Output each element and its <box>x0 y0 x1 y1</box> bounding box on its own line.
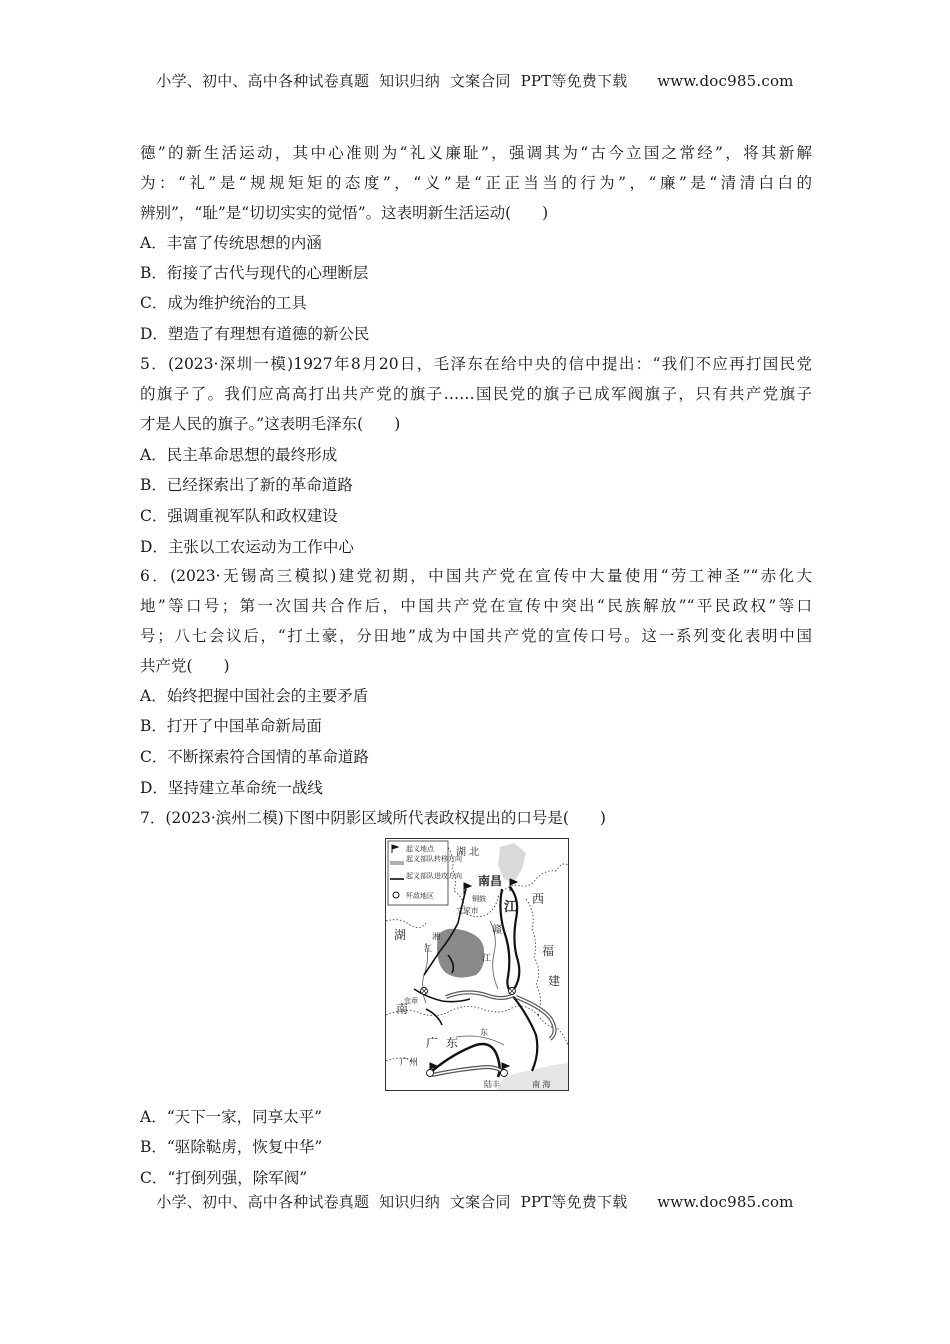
battle-lufeng <box>501 1070 508 1077</box>
lake-area <box>498 843 526 883</box>
label-dong-river: 东 <box>480 1028 488 1037</box>
q4-stem-line-2: 为：“礼”是“规规矩矩的态度”，“义”是“正正当当的行为”，“廉”是“清清白白的 <box>140 174 812 192</box>
q7-option-b: B．“驱除鞑虏，恢复中华” <box>140 1138 323 1156</box>
label-guangzhou: 广州 <box>400 1058 419 1068</box>
label-fu: 福 <box>542 944 555 958</box>
label-yizhang: 宜章 <box>404 997 418 1005</box>
uprising-map <box>385 838 569 1091</box>
province-border <box>386 920 426 928</box>
label-jiang3: 江 <box>482 954 492 964</box>
label-xiang: 湘 <box>432 932 440 941</box>
label-guang: 广 <box>426 1036 439 1050</box>
q4-option-a: A．丰富了传统思想的内涵 <box>140 234 322 252</box>
page-header: 小学、初中、高中各种试卷真题 知识归纳 文案合同 PPT等免费下载 www.doc985.com <box>156 72 794 90</box>
q5-option-b: B．已经探索出了新的革命道路 <box>140 476 353 494</box>
label-jian: 建 <box>548 974 561 988</box>
legend-transfer: 起义部队转移方向 <box>406 855 462 863</box>
label-hubei: 湖 北 <box>456 847 480 858</box>
route-south-branch <box>426 1009 442 1025</box>
battle-guangzhou <box>427 1070 434 1077</box>
shaded-base-area <box>437 929 484 978</box>
legend-uprising-site: 起义地点 <box>406 845 434 853</box>
q5-option-a: A．民主革命思想的最终形成 <box>140 446 338 464</box>
label-jiang2: 江 <box>424 944 432 953</box>
q6-option-b: B．打开了中国革命新局面 <box>140 717 322 735</box>
q4-stem-line-1: 德”的新生活运动，其中心准则为“礼义廉耻”，强调其为“古今立国之常经”，将其新解 <box>140 144 812 162</box>
q6-stem-line-3: 号；八七会议后，“打土豪，分田地”成为中国共产党的宣传口号。这一系列变化表明中国 <box>140 627 812 645</box>
province-border <box>526 899 541 1015</box>
q5-option-c: C．强调重视军队和政权建设 <box>140 507 338 525</box>
label-xi: 西 <box>532 892 545 906</box>
q6-option-c: C．不断探索符合国情的革命道路 <box>140 748 369 766</box>
label-lufeng: 陆丰 <box>484 1080 500 1089</box>
q5-stem-line-1: 5．(2023·深圳一模)1927年8月20日，毛泽东在给中央的信中提出：“我们不应再打国民党 <box>140 355 812 373</box>
province-border <box>386 1006 538 1015</box>
q6-option-d: D．坚持建立革命统一战线 <box>140 779 323 797</box>
q7-option-a: A．“天下一家，同享太平” <box>140 1108 323 1126</box>
label-wenjiashi: 文家市 <box>456 906 479 915</box>
page-footer: 小学、初中、高中各种试卷真题 知识归纳 文案合同 PPT等免费下载 www.doc985.com <box>156 1193 794 1211</box>
q6-option-a: A．始终把握中国社会的主要矛盾 <box>140 687 369 705</box>
label-dong: 东 <box>446 1036 459 1050</box>
label-nan: 南 <box>396 1002 409 1016</box>
label-nanchang: 南昌 <box>478 874 503 888</box>
q6-stem-line-2: 地”等口号；第一次国共合作后，中国共产党在宣传中突出“民族解放”“平民政权”等口 <box>140 597 812 615</box>
q5-stem-line-2: 的旗子了。我们应高高打出共产党的旗子……国民党的旗子已成军阀旗子，只有共产党旗子 <box>140 385 812 403</box>
q4-stem-line-3: 辨别”，“耻”是“切切实实的觉悟”。这表明新生活运动( ) <box>140 204 549 222</box>
label-jiang: 江 <box>504 900 518 915</box>
q7-stem: 7．(2023·滨州二模)下图中阴影区域所代表政权提出的口号是( ) <box>140 809 606 827</box>
q5-option-d: D．主张以工农运动为工作中心 <box>140 538 354 556</box>
legend-attack: 起义部队进攻方向 <box>406 872 462 880</box>
q5-stem-line-3: 才是人民的旗子。”这表明毛泽东( ) <box>140 415 401 433</box>
q7-option-c: C．“打倒列强，除军阀” <box>140 1169 308 1187</box>
q6-stem-line-1: 6．(2023·无锡高三模拟)建党初期，中国共产党在宣传中大量使用“劳工神圣”“赤化大 <box>140 567 812 585</box>
q4-option-d: D．塑造了有理想有道德的新公民 <box>140 325 370 343</box>
label-nanhai: 南 海 <box>532 1080 551 1089</box>
legend-battle: 歼敌地区 <box>406 892 434 900</box>
q4-option-b: B．衔接了古代与现代的心理断层 <box>140 264 369 282</box>
label-hu: 湖 <box>394 928 407 942</box>
label-gan: 赣 <box>492 925 502 936</box>
q4-option-c: C．成为维护统治的工具 <box>140 294 307 312</box>
q6-stem-line-4: 共产党( ) <box>140 657 230 675</box>
label-tonggu: 铜鼓 <box>472 895 486 903</box>
